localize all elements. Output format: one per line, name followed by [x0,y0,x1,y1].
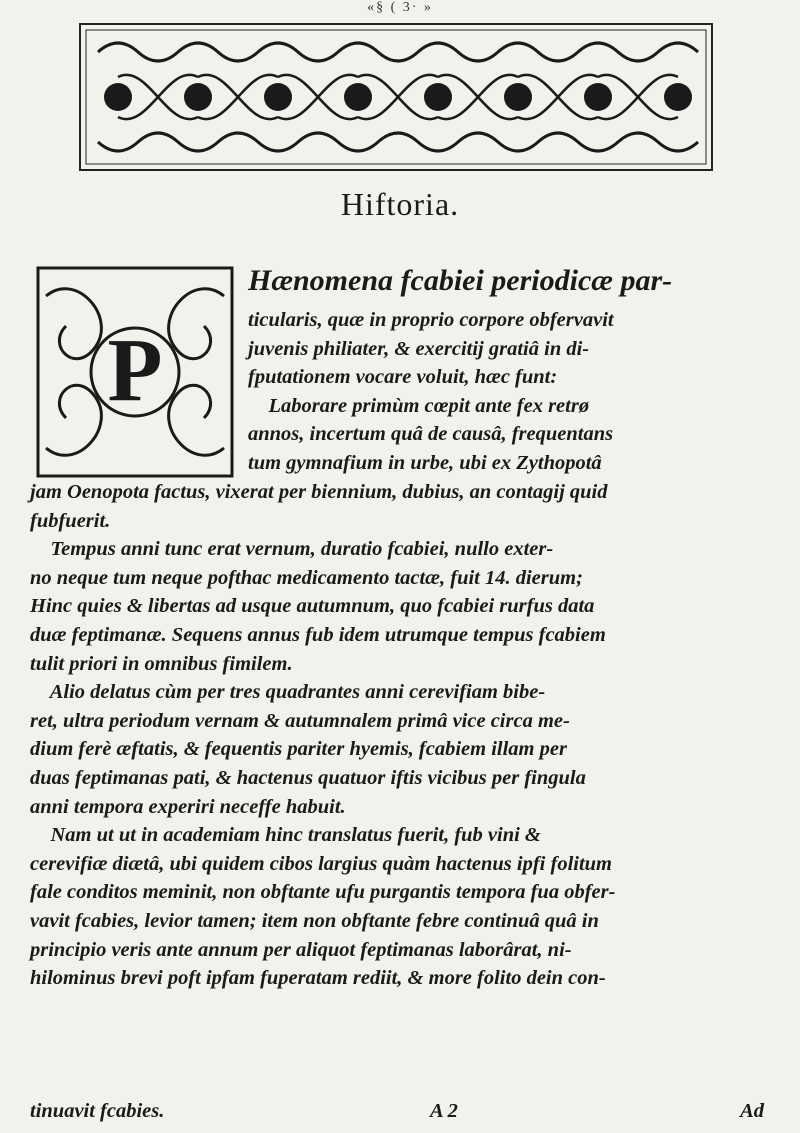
text-line: cerevifiæ diætâ, ubi quidem cibos largius quàm hactenus ipfi folitum [30,852,612,875]
top-mark: «§ ( 3· » [367,0,433,15]
catchword: Ad [740,1100,764,1122]
text-line: fubfuerit. [30,509,111,532]
text-line: duas feptimanas pati, & hactenus quatuor iftis vicibus per fingula [30,766,586,789]
text-line: ret, ultra periodum vernam & autumnalem primâ vice circa me- [30,709,570,732]
ornate-initial-icon [36,266,234,478]
text-line: duæ feptimanæ. Sequens annus fub idem utrumque tempus fcabiem [30,623,606,646]
text-line: tulit priori in omnibus fimilem. [30,652,293,675]
text-line: fputationem vocare voluit, hæc funt: [248,366,558,389]
text-line: hilominus brevi poft ipfam fuperatam rediit, & more folito dein con- [30,967,606,990]
scroll-ornament-icon [78,22,714,172]
text-line: tum gymnafium in urbe, ubi ex Zythopotâ [248,451,602,474]
text-line: Hinc quies & libertas ad usque autumnum, quo fcabiei rurfus data [30,595,595,618]
text-line: vavit fcabies, levior tamen; item non obftante febre continuâ quâ in [30,909,599,932]
text-line: jam Oenopota factus, vixerat per biennium, dubius, an contagij quid [30,481,608,503]
intro-paragraph [248,306,768,478]
opening-heading: Hænomena fcabiei periodicæ par- [248,264,673,297]
main-text [30,478,770,993]
text-line: annos, incertum quâ de causâ, frequentans [248,423,614,446]
text-line: Tempus anni tunc erat vernum, duratio fcabiei, nullo exter- [30,538,554,561]
section-title: Hiftoria. [340,186,460,222]
decorated-initial [36,266,234,478]
text-line: ticularis, quæ in proprio corpore obfervavit [248,309,614,331]
text-line: dium ferè æftatis, & fequentis pariter hyemis, fcabiem illam per [30,738,567,761]
text-line: no neque tum neque pofthac medicamento tactæ, fuit 14. dierum; [30,566,583,589]
signature-mark: A 2 [430,1100,458,1122]
initial-letter: P [107,321,163,420]
last-text-line: tinuavit fcabies. [30,1100,165,1122]
text-line: Laborare primùm cœpit ante fex retrø [248,394,590,417]
text-line: juvenis philiater, & exercitij gratiâ in di- [248,337,590,360]
text-line: principio veris ante annum per aliquot feptimanas laborârat, ni- [30,938,572,961]
text-line: Alio delatus cùm per tres quadrantes anni cerevifiam bibe- [30,681,546,704]
text-line: fale conditos meminit, non obftante ufu purgantis tempora fua obfer- [30,881,616,904]
page-footer [30,1100,770,1128]
text-line: Nam ut ut in academiam hinc translatus fuerit, fub vini & [30,824,541,847]
ornamental-headpiece [78,22,714,172]
text-line: anni tempora experiri neceffe habuit. [30,795,346,818]
